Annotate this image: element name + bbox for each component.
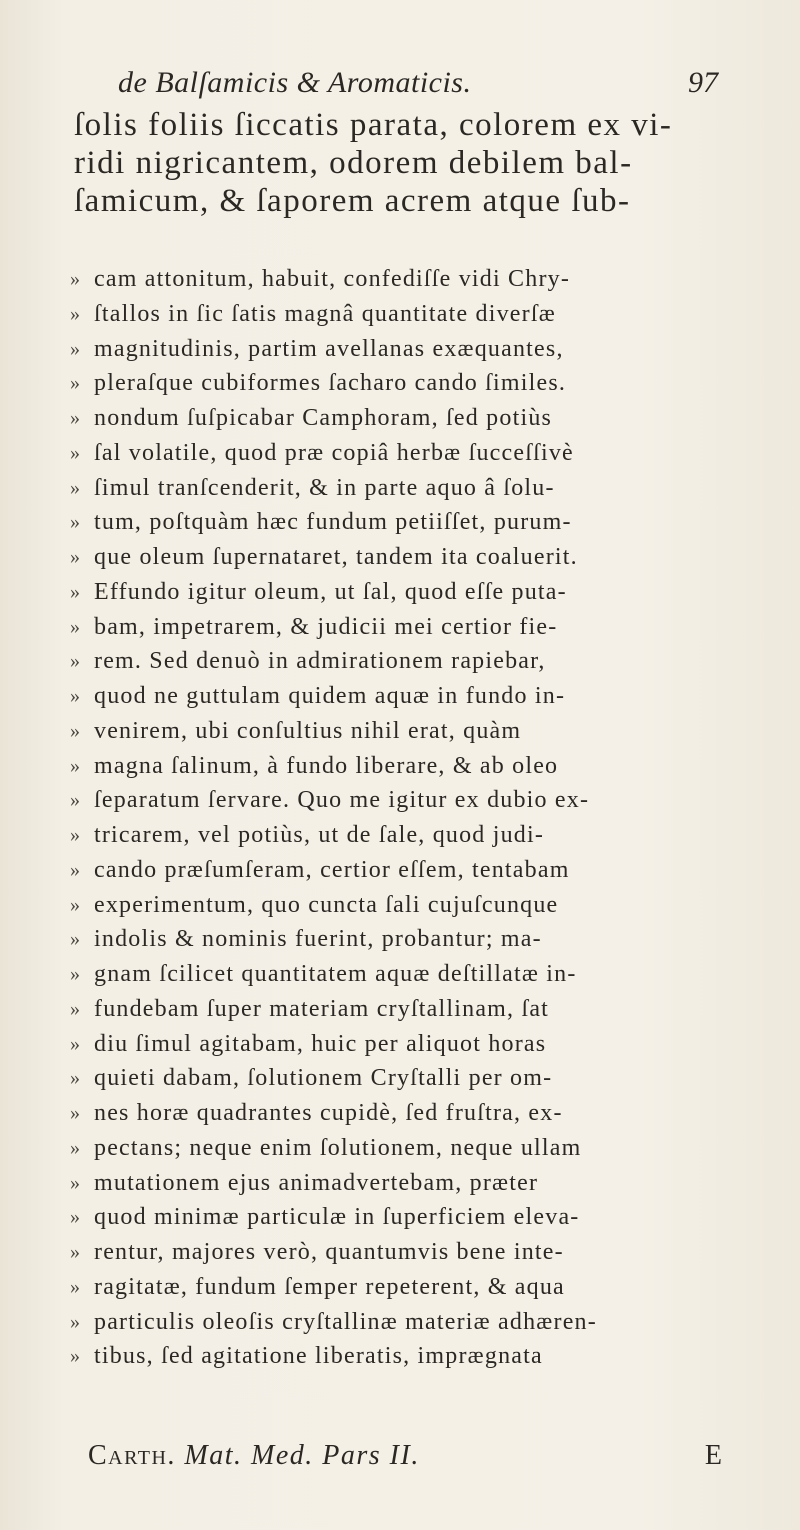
quotation-mark: » (70, 372, 80, 395)
quote-text: mutationem ejus animadvertebam, præter (94, 1169, 539, 1196)
quotation-mark: » (70, 754, 80, 777)
quote-text: experimentum, quo cuncta ſali cujuſcunque (94, 891, 559, 918)
quotation-mark: » (70, 1310, 80, 1333)
quote-line (70, 1131, 750, 1166)
quote-text: rentur, majores verò, quantumvis bene inte- (94, 1239, 564, 1265)
lead-paragraph (74, 106, 734, 220)
quote-text: gnam ſcilicet quantitatem aquæ deſtillatæ in- (94, 961, 577, 987)
quote-text: quieti dabam, ſolutionem Cryſtalli per om- (94, 1065, 553, 1092)
quotation-mark: » (70, 789, 80, 812)
quote-line (70, 992, 750, 1027)
quote-text: Effundo igitur oleum, ut ſal, quod eſſe puta- (94, 578, 567, 605)
quote-text: ſimul tranſcenderit, & in parte aquo â ſolu- (94, 474, 555, 501)
quote-line (70, 332, 750, 367)
quote-line (70, 297, 750, 332)
quote-text: diu ſimul agitabam, huic per aliquot horas (94, 1030, 547, 1057)
quotation-mark: » (70, 546, 80, 568)
quote-line (70, 922, 750, 957)
quote-text: indolis & nominis fuerint, probantur; ma- (94, 926, 542, 953)
quire-mark: E (704, 1440, 722, 1471)
quote-text: rem. Sed denuò in admirationem rapiebar, (94, 648, 546, 675)
quotation-mark: » (70, 1102, 80, 1124)
quote-line (70, 888, 750, 923)
quote-text: bam, impetrarem, & judicii mei certior fie- (94, 613, 558, 640)
quote-line (70, 853, 750, 888)
quotation-mark: » (70, 719, 80, 742)
quotation-mark: » (70, 337, 80, 360)
text-line: ridi nigricantem, odorem debilem bal- (74, 145, 633, 181)
quotation-mark: » (70, 1136, 80, 1159)
text-line: ſamicum, & ſaporem acrem atque ſub- (74, 183, 631, 219)
quote-line (70, 401, 750, 436)
quote-line (70, 610, 750, 645)
quotation-mark: » (70, 685, 80, 707)
quotation-mark: » (70, 580, 80, 603)
quote-line (70, 540, 750, 575)
quote-line (70, 575, 750, 610)
quote-text: quod minimæ particulæ in ſuperficiem eleva- (94, 1204, 580, 1231)
quote-text: nes horæ quadrantes cupidè, ſed fruſtra, ex- (94, 1100, 563, 1126)
signature-abbrev: Carth. (88, 1440, 176, 1471)
quote-line (70, 436, 750, 471)
quotation-mark: » (70, 650, 80, 673)
quote-line (70, 262, 750, 297)
quote-text: ſal volatile, quod præ copiâ herbæ ſucceſſivè (94, 439, 574, 466)
quotation-mark: » (70, 268, 80, 290)
quote-line (70, 1235, 750, 1270)
running-title: de Balſamicis & Aromaticis. (118, 66, 472, 99)
quote-text: tricarem, vel potiùs, ut de ſale, quod judi- (94, 822, 545, 848)
quotation-mark: » (70, 407, 80, 429)
quote-text: que oleum ſupernataret, tandem ita coaluerit. (94, 544, 578, 570)
quote-text: cando præſumſeram, certior eſſem, tentabam (94, 856, 570, 883)
quotation-mark: » (70, 1032, 80, 1055)
quotation-mark: » (70, 963, 80, 985)
quote-text: magnitudinis, partim avellanas exæquantes, (94, 335, 564, 362)
quotation-mark: » (70, 1275, 80, 1298)
quote-text: pleraſque cubiformes ſacharo cando ſimiles. (94, 370, 567, 397)
quote-line (70, 1270, 750, 1305)
quotation-mark: » (70, 1067, 80, 1090)
quote-line (70, 1339, 750, 1374)
quotation-mark: » (70, 302, 80, 325)
quote-line (70, 1096, 750, 1131)
quotation-mark: » (70, 476, 80, 499)
quote-line (70, 1166, 750, 1201)
quote-text: particulis oleoſis cryſtallinæ materiæ adhæren- (94, 1308, 597, 1335)
quotation-mark: » (70, 858, 80, 881)
quote-text: fundebam ſuper materiam cryſtallinam, ſat (94, 995, 550, 1022)
quote-text: magna ſalinum, à fundo liberare, & ab oleo (94, 752, 559, 779)
quotation-mark: » (70, 893, 80, 916)
quotation-mark: » (70, 997, 80, 1020)
quote-text: nondum ſuſpicabar Camphoram, ſed potiùs (94, 405, 553, 431)
quote-line (70, 714, 750, 749)
quote-text: tibus, ſed agitatione liberatis, imprægnata (94, 1343, 543, 1370)
quotation-mark: » (70, 615, 80, 638)
quote-line (70, 957, 750, 992)
quote-line (70, 1027, 750, 1062)
page-footer (88, 1440, 728, 1480)
quote-line (70, 1200, 750, 1235)
quoted-passage (70, 262, 750, 1374)
quotation-mark: » (70, 824, 80, 846)
signature-line (88, 1440, 420, 1472)
quotation-mark: » (70, 1171, 80, 1194)
quote-line (70, 644, 750, 679)
quote-line (70, 783, 750, 818)
quote-text: tum, poſtquàm hæc fundum petiiſſet, purum- (94, 509, 572, 536)
quote-text: quod ne guttulam quidem aquæ in fundo in- (94, 683, 566, 709)
quotation-mark: » (70, 1345, 80, 1368)
quotation-mark: » (70, 511, 80, 534)
quote-line (70, 505, 750, 540)
signature-title: Mat. Med. Pars II. (184, 1440, 420, 1471)
quote-line (70, 1061, 750, 1096)
quote-line (70, 679, 750, 714)
page-number: 97 (688, 66, 718, 99)
quote-text: cam attonitum, habuit, confediſſe vidi Chry- (94, 266, 571, 292)
quote-text: ragitatæ, fundum ſemper repeterent, & aqua (94, 1273, 565, 1300)
quote-line (70, 1305, 750, 1340)
quote-line (70, 366, 750, 401)
quote-line (70, 818, 750, 853)
quotation-mark: » (70, 1206, 80, 1229)
quote-text: venirem, ubi conſultius nihil erat, quàm (94, 717, 522, 744)
quotation-mark: » (70, 441, 80, 464)
running-header (118, 66, 718, 106)
quote-line (70, 749, 750, 784)
quote-line (70, 471, 750, 506)
quotation-mark: » (70, 928, 80, 951)
text-line: ſolis foliis ſiccatis parata, colorem ex vi- (74, 107, 673, 143)
quotation-mark: » (70, 1241, 80, 1263)
quote-text: pectans; neque enim ſolutionem, neque ullam (94, 1134, 582, 1161)
quote-text: ſeparatum ſervare. Quo me igitur ex dubio ex- (94, 787, 590, 814)
quote-text: ſtallos in ſic ſatis magnâ quantitate diverſæ (94, 300, 556, 327)
